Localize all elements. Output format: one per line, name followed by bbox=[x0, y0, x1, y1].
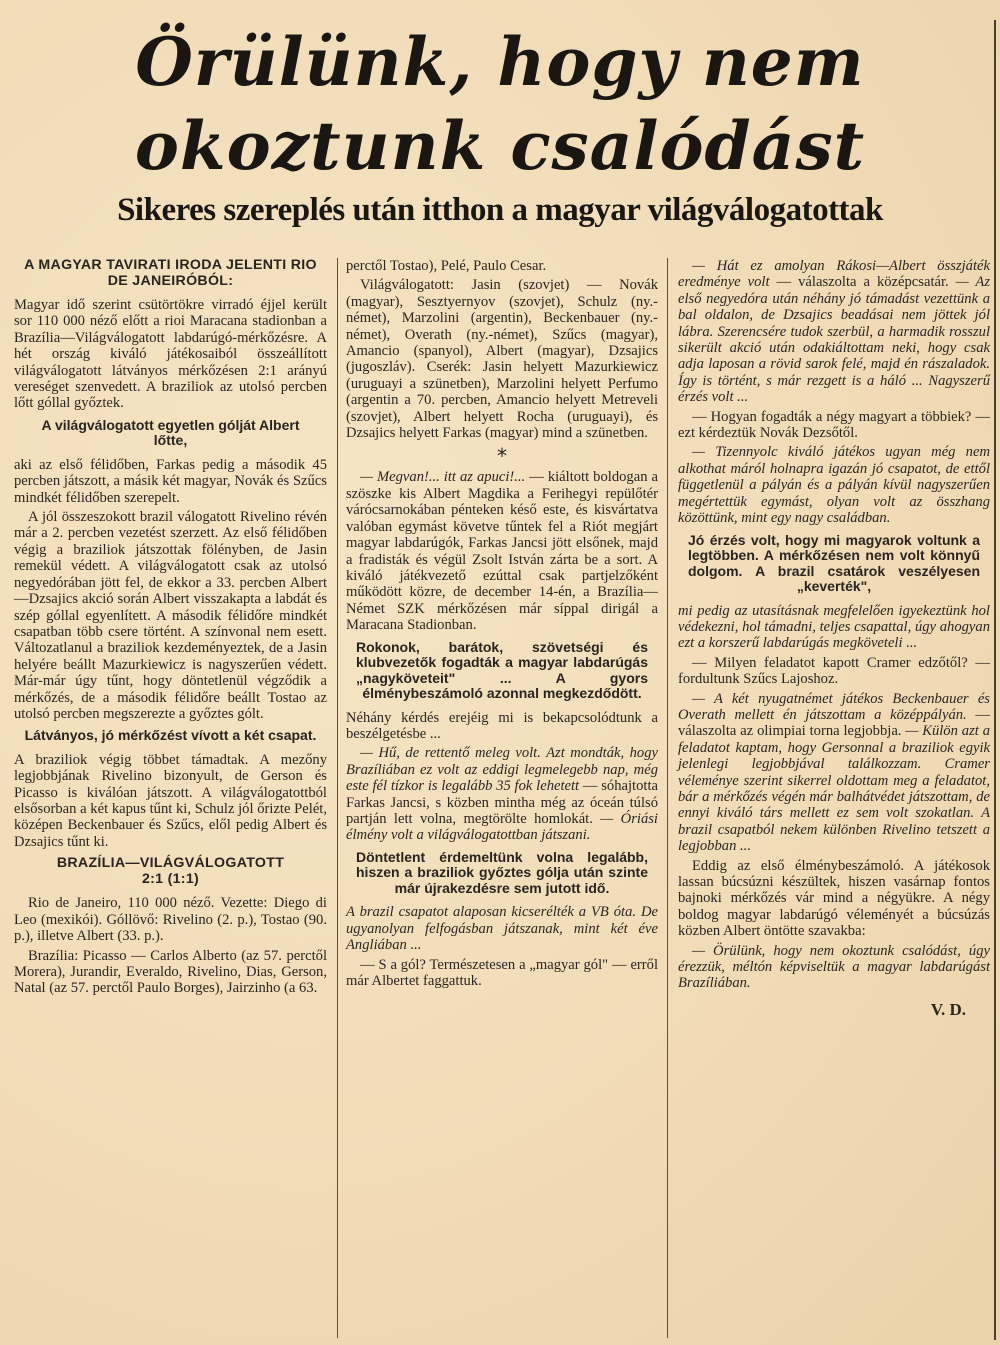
paragraph: — Tizennyolc kiváló játékos ugyan még nem alkothat máról holnapra igazán jó csapatot, de ettől függetlenül a pályán és a pályán kívül nagyszerűen megértettük egymást, olyan volt az összhang közöttünk, mint egy nagy családban. bbox=[678, 444, 990, 527]
paragraph: — Örülünk, hogy nem okoztunk csalódást, úgy érezzük, méltón képviseltük a magyar labdarúgást Brazíliában. bbox=[678, 942, 990, 992]
paragraph: — Milyen feladatot kapott Cramer edzőtől? — fordultunk Szűcs Lajoshoz. bbox=[678, 654, 990, 688]
paragraph: Eddig az első élménybeszámoló. A játékosok lassan búcsúzni készültek, hiszen vasárnap fontos bajnoki mérkőzés vár mind a négyükre. A négy boldog magyar labdarúgó véleményét a búcsúzás közben Albert öntötte szavakba: bbox=[678, 857, 990, 940]
column-divider bbox=[337, 258, 338, 1338]
narration: — sóhajtotta Farkas Jancsi, s közben mintha még az óceán túlsó partján lett volna, megtörölte homlokát. bbox=[346, 778, 658, 827]
paragraph: — S a gól? Természetesen a „magyar gól" — erről már Albertet faggattuk. bbox=[346, 956, 658, 989]
section-subhead: Rokonok, barátok, szövetségi és klubvezetők fogadták a magyar labdarúgás „nagyköveteit" ... A gyors élménybeszámoló azonnal megkezdődött. bbox=[356, 638, 648, 702]
narration: — kiáltott boldogan a szöszke kis Albert Magdika a Ferihegyi repülőtér várócsarnokában pénteken késő este, és kisvártatva valóban egymást követve tűntek fel a Riót megjárt magyar labdarúgók, Farkas Jancsi jött elsőnek, majd a fradisták és végül Zsolt István zárta be a sort. A kiváló játékvezető ezúttal csak partjelzőként működött közre, de december 14-én, a Brazília—Német SZK mérkőzésen már síppal dirigál a Maracana Stadionban. bbox=[346, 469, 658, 634]
paragraph: A brazil csapatot alaposan kicserélték a VB óta. De ugyanolyan felfogásban játszanak, mint két éve Angliában ... bbox=[346, 904, 658, 954]
paragraph bbox=[678, 258, 990, 406]
headline-line-2: okoztunk csalódást bbox=[134, 107, 866, 185]
paragraph bbox=[346, 469, 658, 633]
quote: — Hű, de rettentő meleg volt. Azt mondták, hogy Brazíliában ez volt az eddigi legmelegebb nap, még este fél tízkor is legalább 35 fok lehetett bbox=[346, 745, 658, 795]
result-title: BRAZÍLIA—VILÁGVÁLOGATOTT bbox=[56, 855, 285, 872]
quote: — Megvan!... itt az apuci!... bbox=[360, 469, 526, 486]
section-subhead: Jó érzés volt, hogy mi magyarok voltunk a legtöbben. A mérkőzésen nem volt könnyű dolgom. A brazil csatárok veszélyesen „keverték", bbox=[688, 531, 980, 594]
quote: — A két nyugatnémet játékos Beckenbauer és Overath mellett én játszottam a középpályán. bbox=[678, 690, 990, 723]
section-subhead: Látványos, jó mérkőzést vívott a két csapat. bbox=[24, 727, 317, 744]
result-score: 2:1 (1:1) bbox=[141, 870, 200, 887]
paragraph bbox=[678, 691, 990, 855]
article-column-1 bbox=[14, 258, 327, 1000]
subheadline: Sikeres szereplés után itthon a magyar világválogatottak bbox=[117, 192, 883, 228]
column-divider bbox=[667, 258, 668, 1338]
article-column-2 bbox=[346, 258, 658, 992]
quote: — Hát ez amolyan Rákosi—Albert összjáték eredménye volt bbox=[678, 258, 990, 291]
paragraph: Világválogatott: Jasin (szovjet) — Novák (magyar), Sesztyernyov (szovjet), Schulz (ny.-német), Marzolini (argentin), Beckenbauer (ny.-német), Overath (ny.-német), Szűcs (magyar), Amancio (spanyol), Albert (magyar), Dzsajics (jugoszláv). Cserék: Jasin helyett Mazurkiewicz (uruguayi a szünetben), Marzolini helyett Perfumo (argentin a 70. percben, Amancio helyett Metreveli (szovjet), Albert helyett Rocha (uruguayi), és Dzsajics helyett Farkas (magyar) mind a szünetben. bbox=[346, 277, 658, 442]
narration: — válaszolta az olimpiai torna legjobbja. bbox=[678, 706, 990, 740]
paragraph: Rio de Janeiro, 110 000 néző. Vezette: Diego di Leo (mexikói). Góllövő: Rivelino (2. p.), Tostao (90. p.), illetve Albert (33. p.). bbox=[14, 895, 327, 945]
paragraph: Brazília: Picasso — Carlos Alberto (az 57. perctől Morera), Jurandir, Everaldo, Rivelino, Dias, Gerson, Natal (az 57. perctől Paulo Borges), Jairzinho (a 63. bbox=[14, 947, 327, 997]
paragraph: Néhány kérdés erejéig mi is bekapcsolódtunk a beszélgetésbe ... bbox=[346, 709, 658, 742]
paragraph bbox=[346, 745, 658, 843]
section-separator-star: * bbox=[497, 444, 507, 469]
quote: — Külön azt a feladatot kaptam, hogy Gersonnal a braziliok egyik jelenlegi legjobbjával találkozzam. Cramer véleménye szerint sikerrel oldottam meg a feladatot, bár a mérkőzés végén már balhátvédet játszottam, de ennyi kiváló társ mellett ez sem volt szokatlan. A brazil csapatból nekem különben Rivelino tetszett a legjobban ... bbox=[678, 723, 990, 855]
paragraph: perctől Tostao), Pelé, Paulo Cesar. bbox=[346, 258, 547, 274]
paragraph: A jól összeszokott brazil válogatott Rivelino révén már a 2. percben vezetést szerzett. Az első félidőben végig a braziliok játszottak fölényben, de Jasin remekül védett. A világválogatott csak az utolsó negyedórában jött fel, de ekkor a 33. percben Albert—Dzsajics akció során Albert visszakapta a labdát és szép góllal egyenlített. A második félidőre mindkét csapatban több csere történt. A színvonal nem esett. Változatlanul a braziliok kezdeményeztek, de a Jasin helyére beállt Mazurkiewicz is nagyszerűen védett. Már-már úgy tűnt, hogy döntetlenül végződik a mérkőzés, de a második félidőre beállt Tostao az utolsó percben megszerezte a győztes gólt. bbox=[14, 509, 327, 722]
paragraph: mi pedig az utasításnak megfelelően igyekeztünk hol védekezni, hol támadni, teljes csapattal, úgy ahogyan ezt a korszerű labdarúgás megköveteli ... bbox=[678, 602, 990, 652]
paragraph: Magyar idő szerint csütörtökre virradó éjjel került sor 110 000 néző előtt a rioi Maracana stadionban a Brazília—Világválogatott labdarúgó-mérkőzésre. A hét ország kiváló játékosaiból összeállított világválogatott látványos mérkőzésen 2:1 arányú vereséget szenvedett. A braziliok az utolsó percben lőtt góllal győztek. bbox=[14, 297, 327, 412]
article-column-3 bbox=[678, 258, 990, 1018]
narration: — válaszolta a középcsatár. bbox=[769, 274, 956, 291]
headline-line-1: Örülünk, hogy nem bbox=[135, 23, 865, 101]
section-subhead: A világválogatott egyetlen gólját Albert lőtte, bbox=[41, 416, 300, 449]
quote: — Óriási élmény volt a világválogatottban játszani. bbox=[346, 810, 658, 844]
dateline: A MAGYAR TAVIRATI IRODA JELENTI RIO DE JANEIRÓBÓL: bbox=[24, 257, 317, 289]
paragraph: A braziliok végig többet támadtak. A mezőny legjobbjának Rivelino bizonyult, de Gerson és Picasso is kiválóan játszott. A világválogatottból elsősorban a két kapus tűnt ki, Schulz jól őrizte Pelét, középen Beckenbauer és Szűcs, elől pedig Albert és Dzsajics tűnt ki. bbox=[14, 751, 327, 850]
quote: — Az első negyedóra után néhány jó támadást vezettünk a bal oldalon, de Dzsajics beadásai nem jöttek jól lábra. Szerencsére tudok szerbül, a harmadik rosszul sikerült akció után odakiáltottam neki, hogy csak adja laposan a rövid sarok felé, majd én rászaladok. Így is történt, s már rezgett is a háló ... Nagyszerű érzés volt ... bbox=[678, 274, 990, 406]
author-signature: V. D. bbox=[930, 999, 966, 1019]
paragraph: aki az első félidőben, Farkas pedig a második 45 percben játszott, a másik két magyar, Novák és Szűcs mindkét félidőben szerepelt. bbox=[14, 456, 327, 506]
section-subhead: Döntetlent érdemeltünk volna legalább, hiszen a braziliok győztes gólja után szinte már újrakezdésre sem jutott idő. bbox=[356, 848, 648, 896]
paragraph: — Hogyan fogadták a négy magyart a többiek? — ezt kérdeztük Novák Dezsőtől. bbox=[678, 408, 990, 442]
